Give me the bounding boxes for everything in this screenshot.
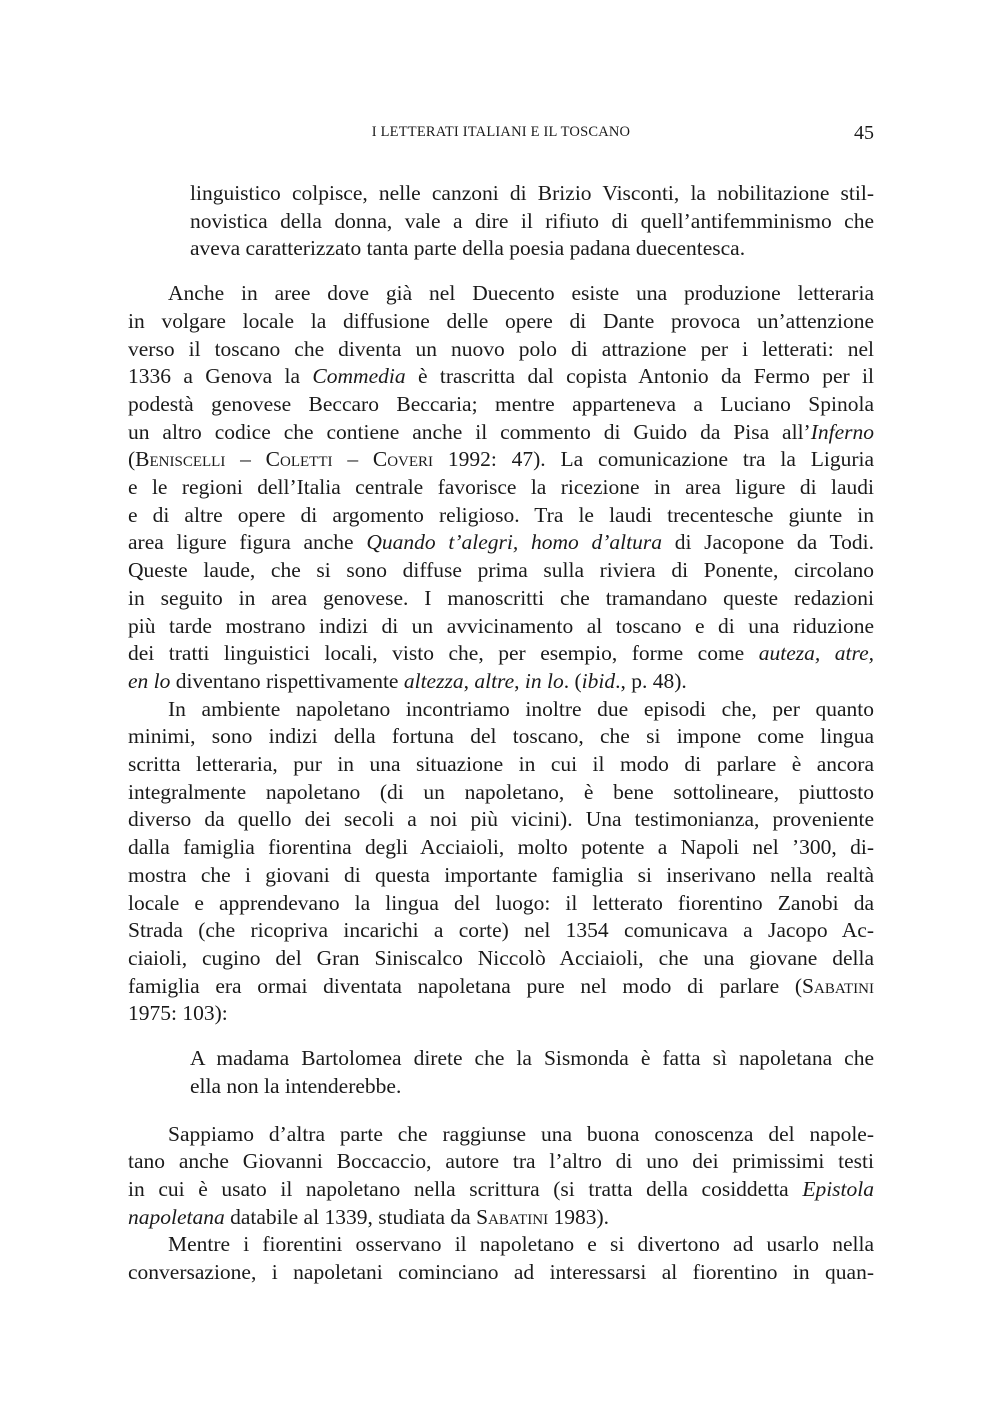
italic-title: Inferno bbox=[810, 419, 874, 444]
text-line: dalla famiglia fiorentina degli Acciaioli, molto potente a Napoli nel ’300, di- bbox=[128, 835, 874, 860]
text-line: novistica della donna, vale a dire il rifiuto di quell’antifemminismo che bbox=[190, 208, 874, 233]
text-line: podestà genovese Beccaro Beccaria; mentre apparteneva a Luciano Spinola bbox=[128, 391, 874, 416]
block-quote-2 bbox=[128, 1045, 874, 1100]
text-line: famiglia era ormai diventata napoletana pure nel modo di parlare (Sabatini bbox=[128, 973, 874, 998]
text-line: mostra che i giovani di questa importante famiglia si inserivano nella realtà bbox=[128, 862, 874, 887]
italic-title: napoletana bbox=[128, 1204, 225, 1229]
text-line: locale e apprendevano la lingua del luogo: il letterato fiorentino Zanobi da bbox=[128, 890, 874, 915]
text-line: tano anche Giovanni Boccaccio, autore tra l’altro di uno dei primissimi testi bbox=[128, 1149, 874, 1174]
italic-form: auteza, atre, bbox=[758, 641, 875, 666]
citation-author: Sabatini bbox=[802, 973, 874, 998]
text-line: scritta letteraria, pur in una situazione in cui il modo di parlare è ancora bbox=[128, 752, 874, 777]
text-line: Mentre i fiorentini osservano il napoletano e si divertono ad usarlo nella bbox=[168, 1232, 874, 1257]
citation-author: Sabatini bbox=[476, 1204, 549, 1229]
text-line: Strada (che ricopriva incarichi a corte) nel 1354 comunicava a Jacopo Ac- bbox=[128, 918, 874, 943]
text-line: un altro codice che contiene anche il commento di Guido da Pisa all’Inferno bbox=[128, 419, 874, 444]
text-line: en lo diventano rispettivamente altezza, altre, in lo. (ibid., p. 48). bbox=[128, 668, 687, 693]
text-line: in seguito in area genovese. I manoscritti che tramandano queste redazioni bbox=[128, 585, 874, 610]
text-line: ella non la intenderebbe. bbox=[190, 1073, 402, 1098]
text-line: 1975: 103): bbox=[128, 1001, 228, 1026]
paragraph-3 bbox=[128, 1121, 874, 1232]
text-line: Queste laude, che si sono diffuse prima sulla riviera di Ponente, circolano bbox=[128, 558, 874, 583]
text-line: dei tratti linguistici locali, visto che, per esempio, forme come auteza, atre, bbox=[128, 641, 875, 666]
text-line: area ligure figura anche Quando t’alegri, homo d’altura di Jacopone da Todi. bbox=[128, 530, 874, 555]
page-number: 45 bbox=[854, 122, 874, 144]
text-line: e le regioni dell’Italia centrale favorisce la ricezione in area ligure di laudi bbox=[128, 475, 874, 500]
text-line: conversazione, i napoletani cominciano ad interessarsi al fiorentino in quan- bbox=[128, 1260, 874, 1285]
text-line: più tarde mostrano indizi di un avvicinamento al toscano e di una riduzione bbox=[128, 613, 874, 638]
page-header bbox=[128, 124, 874, 154]
text-line: e di altre opere di argomento religioso. Tra le laudi trecentesche giunte in bbox=[128, 502, 874, 527]
paragraph-2 bbox=[128, 696, 874, 1028]
paragraph-1 bbox=[128, 280, 874, 696]
block-quote-1 bbox=[128, 180, 874, 263]
italic-title: Quando t’alegri, homo d’altura bbox=[366, 530, 662, 555]
italic-title: Epistola bbox=[802, 1176, 874, 1201]
citation-authors: (Beniscelli – Coletti – Coveri bbox=[128, 447, 434, 472]
text-line: ciaioli, cugino del Gran Siniscalco Niccolò Acciaioli, che una giovane della bbox=[128, 945, 874, 970]
paragraph-4 bbox=[128, 1231, 874, 1286]
text-line: in volgare locale la diffusione delle opere di Dante provoca un’attenzione bbox=[128, 308, 874, 333]
text-line: 1336 a Genova la Commedia è trascritta dal copista Antonio da Fermo per il bbox=[128, 364, 874, 389]
running-head: I LETTERATI ITALIANI E IL TOSCANO bbox=[371, 124, 631, 140]
text-line: napoletana databile al 1339, studiata da Sabatini 1983). bbox=[128, 1204, 609, 1229]
text-line: diverso da quello dei secoli a noi più vicini). Una testimonianza, proveniente bbox=[128, 807, 874, 832]
text-line: verso il toscano che diventa un nuovo polo di attrazione per i letterati: nel bbox=[128, 336, 874, 361]
text-line: (Beniscelli – Coletti – Coveri 1992: 47). La comunicazione tra la Liguria bbox=[128, 447, 874, 472]
text-line: linguistico colpisce, nelle canzoni di Brizio Visconti, la nobilitazione stil- bbox=[190, 181, 874, 205]
text-line: in cui è usato il napoletano nella scrittura (si tratta della cosiddetta Epistola bbox=[128, 1176, 874, 1201]
page-body bbox=[128, 180, 874, 1287]
text-line: A madama Bartolomea direte che la Sismonda è fatta sì napoletana che bbox=[190, 1046, 874, 1071]
text-line: Anche in aree dove già nel Duecento esiste una produzione letteraria bbox=[168, 281, 874, 306]
text-line: minimi, sono indizi della fortuna del toscano, che si impone come lingua bbox=[128, 724, 874, 749]
text-line: Sappiamo d’altra parte che raggiunse una buona conoscenza del napole- bbox=[168, 1121, 874, 1146]
text-line: In ambiente napoletano incontriamo inoltre due episodi che, per quanto bbox=[168, 696, 874, 721]
text-line: aveva caratterizzato tanta parte della poesia padana duecentesca. bbox=[190, 236, 746, 261]
text-line: integralmente napoletano (di un napoletano, è bene sottolineare, piuttosto bbox=[128, 779, 874, 804]
italic-title: Commedia bbox=[312, 364, 406, 389]
